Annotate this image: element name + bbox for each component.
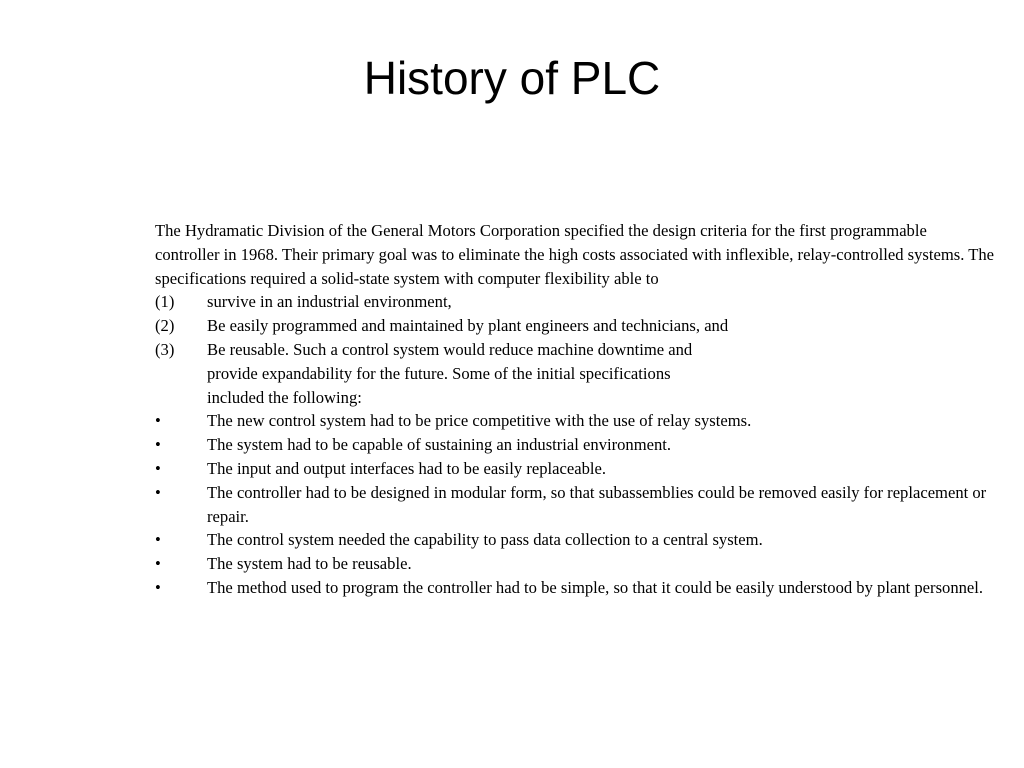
bullet-icon: •: [155, 411, 161, 431]
list-item-text: The new control system had to be price competitive with the use of relay systems.: [207, 411, 752, 431]
list-item-text: The controller had to be designed in modular form, so that subassemblies could be removed easily for replacement or repair.: [207, 482, 987, 526]
list-item-text: The input and output interfaces had to be easily replaceable.: [207, 458, 607, 478]
list-marker: (3): [155, 339, 175, 359]
bullet-icon: •: [155, 482, 161, 502]
bullet-item: [155, 457, 995, 481]
bullet-icon: •: [155, 577, 161, 597]
numbered-item: [155, 290, 995, 314]
bullet-item: [155, 433, 995, 457]
list-item-text: Be easily programmed and maintained by plant engineers and technicians, and: [207, 316, 729, 336]
continuation-line: included the following:: [207, 387, 362, 407]
bullet-item: [155, 576, 995, 600]
bullet-item: [155, 552, 995, 576]
bullet-icon: •: [155, 458, 161, 478]
slide-body: [155, 219, 995, 600]
list-item-text: The method used to program the controller had to be simple, so that it could be easily understood by plant personnel.: [207, 577, 984, 597]
intro-paragraph: The Hydramatic Division of the General Motors Corporation specified the design criteria for the first programmable controller in 1968. Their primary goal was to eliminate the high costs associated with inflexible, relay-controlled systems. The specifications required a solid-state system with computer flexibility able to: [155, 221, 995, 288]
list-item-text: The system had to be reusable.: [207, 554, 412, 574]
slide-title: History of PLC: [363, 52, 661, 104]
list-marker: (1): [155, 292, 175, 312]
continuation-line: provide expandability for the future. Some of the initial specifications: [207, 363, 671, 383]
list-item-text: The system had to be capable of sustaining an industrial environment.: [207, 435, 672, 455]
bullet-item: [155, 409, 995, 433]
list-marker: (2): [155, 316, 175, 336]
bullet-icon: •: [155, 554, 161, 574]
list-item-text: Be reusable. Such a control system would reduce machine downtime and: [207, 339, 693, 359]
bullet-item: [155, 481, 995, 529]
list-item-text: survive in an industrial environment,: [207, 292, 452, 312]
list-item-text: The control system needed the capability to pass data collection to a central system.: [207, 530, 763, 550]
numbered-item: [155, 338, 995, 362]
bullet-icon: •: [155, 435, 161, 455]
bullet-icon: •: [155, 530, 161, 550]
numbered-item: [155, 314, 995, 338]
bullet-item: [155, 528, 995, 552]
